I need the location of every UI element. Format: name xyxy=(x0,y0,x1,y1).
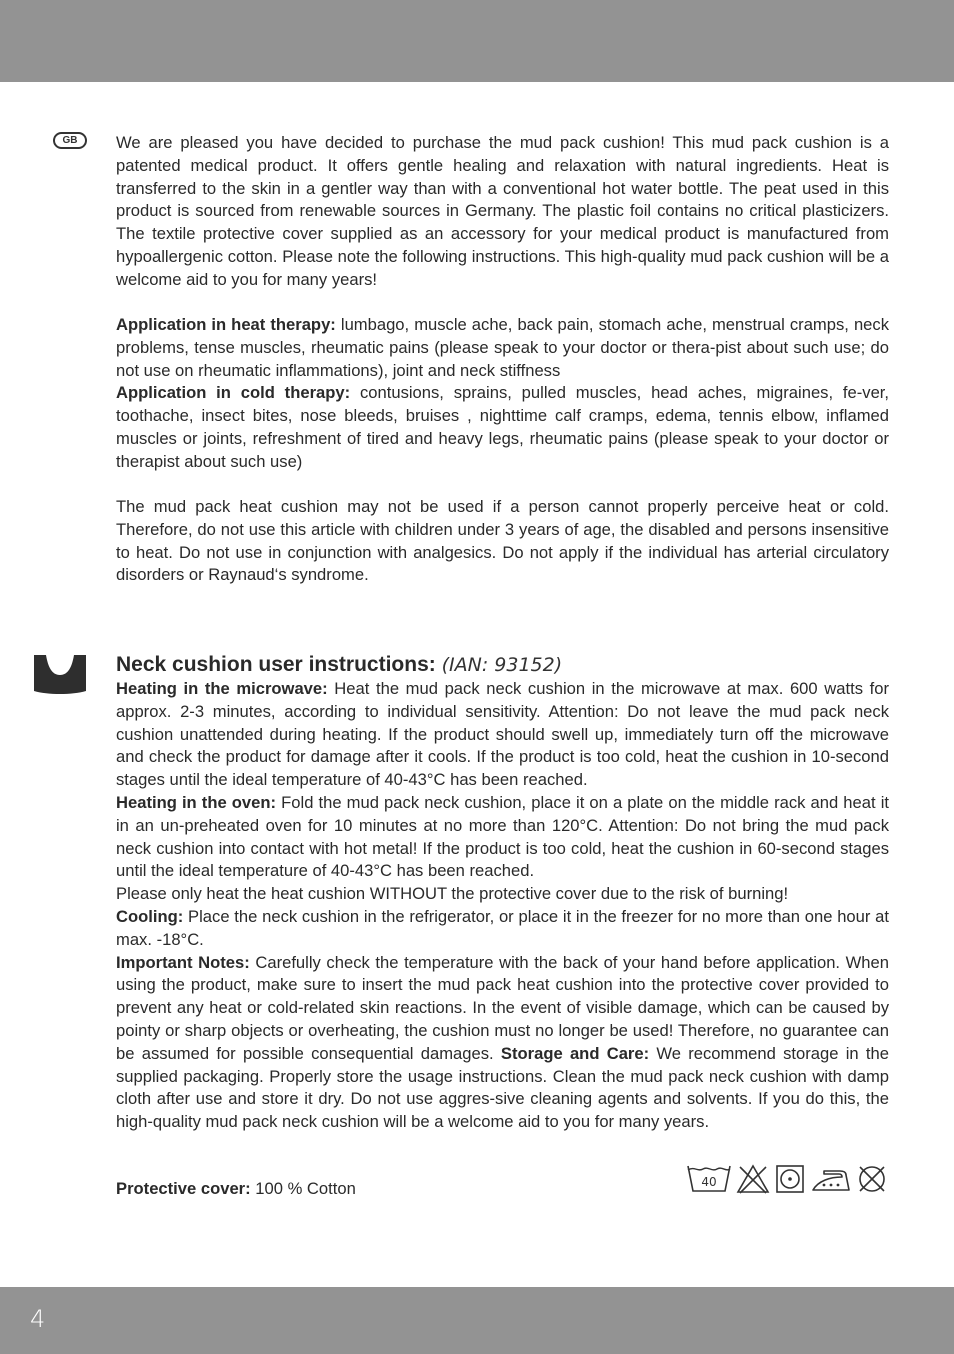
intro-section xyxy=(116,132,889,292)
warning-text: The mud pack heat cushion may not be used if a person cannot properly perceive heat or cold. Therefore, do not use this article with children under 3 years of age, the disabled and persons insensitive to heat. Do not use in conjunction with analgesics. Do not apply if the individual has arterial circulatory disorders or Raynaud‘s syndrome. xyxy=(116,497,889,585)
microwave-label: Heating in the microwave: xyxy=(116,679,328,698)
oven-text: Fold the mud pack neck cushion, place it on a plate on the middle rack and heat it in an un-preheated oven for 10 minutes at no more than 120°C. Attention: Do not bring the mud pack neck cushion into contact with hot metal! If the product is too cold, heat the cushion in 60-second stages until the ideal temperature of 40-43°C has been reached. xyxy=(116,792,889,881)
storage-text: We recommend storage in the supplied packaging. Properly store the usage instructions. Clean the mud pack neck cushion with damp cloth after use and store it dry. Do not use aggres-sive cleaning agents and solvents. If you do this, the high-quality mud pack neck cushion will be a welcome aid to you for many years. xyxy=(116,1043,889,1132)
notes-label: Important Notes: xyxy=(116,952,250,972)
oven-label: Heating in the oven: xyxy=(116,792,277,812)
ian-number: (IAN: 93152) xyxy=(441,654,563,676)
heat-therapy-paragraph xyxy=(116,314,889,382)
applications-section xyxy=(116,314,889,474)
cold-therapy-label: Application in cold therapy: xyxy=(116,383,351,403)
footer-bar xyxy=(0,1287,954,1354)
heat-therapy-text: lumbago, muscle ache, back pain, stomach ache, menstrual cramps, neck problems, tense muscles, rheumatic pains (please speak to your doctor or thera-pist about such use; do not use on rheumatic inflammations), joint and neck stiffness xyxy=(116,315,889,380)
notes-text: Carefully check the temperature with the back of your hand before application. When using the product, make sure to insert the mud pack heat cushion into the protective cover provided to prevent any heat or cold-related skin reactions. In the event of visible damage, which can be caused by pointy or sharp objects or overheating, the cushion must no longer be used! Therefore, no guarantee can be assumed for possible consequential damages. xyxy=(116,952,889,1063)
cover-warning: Please only heat the heat cushion WITHOUT the protective cover due to the risk of burning! xyxy=(116,884,789,904)
intro-text: We are pleased you have decided to purchase the mud pack cushion! This mud pack cushion is a patented medical product. It offers gentle healing and relaxation with natural ingredients. Heat is transferred to the skin in a gentler way than with a conventional hot water bottle. The peat used in this product is sourced from renewable sources in Germany. The plastic foil contains no critical plasticizers. The textile protective cover supplied as an accessory for your medical product is manufactured from hypoallergenic cotton. Please note the following instructions. This high-quality mud pack cushion will be a welcome aid to you for many years! xyxy=(116,133,889,289)
protective-cover-line xyxy=(116,1178,356,1201)
neck-title: Neck cushion user instructions: xyxy=(116,653,436,676)
care-symbols xyxy=(686,1163,888,1195)
cold-therapy-text: contusions, sprains, pulled muscles, head aches, migraines, fe-ver, toothache, insect bites, nose bleeds, bruises , nighttime calf cramps, edema, tennis elbow, inflamed muscles or joints, refreshment of tired and heavy legs, rheumatic pains (please speak to your doctor or therapist about such use) xyxy=(116,383,890,471)
cooling-label: Cooling: xyxy=(116,906,184,926)
microwave-text: Heat the mud pack neck cushion in the microwave at max. 600 watts for approx. 2-3 minutes, according to individual sensitivity. Attention: Do not leave the mud pack neck cushion unattended during heating. If the product should swell up, immediately turn off the microwave and check the product for damage after it cools. If the product is too cold, heat the cushion in 10-second stages until the ideal temperature of 40-43°C has been reached. xyxy=(116,679,889,790)
iron-icon xyxy=(810,1163,852,1195)
header-bar xyxy=(0,0,954,82)
warning-section xyxy=(116,496,889,587)
storage-label: Storage and Care: xyxy=(500,1043,650,1063)
cooling-text: Place the neck cushion in the refrigerator, or place it in the freezer for no more than one hour at max. -18°C. xyxy=(116,906,889,949)
notes-paragraph xyxy=(116,952,889,1134)
tumble-dry-icon xyxy=(774,1163,806,1195)
neck-instructions-section xyxy=(116,652,889,1134)
no-dry-clean-icon xyxy=(856,1163,888,1195)
cooling-paragraph xyxy=(116,906,889,952)
neck-heading xyxy=(116,652,889,678)
wash-40-icon xyxy=(686,1163,732,1195)
cover-label: Protective cover: xyxy=(116,1179,251,1198)
cold-therapy-paragraph xyxy=(116,382,889,473)
neck-cushion-icon xyxy=(32,653,88,695)
microwave-paragraph xyxy=(116,678,889,792)
page-number: 4 xyxy=(30,1305,46,1333)
language-badge: GB xyxy=(53,132,87,149)
cover-value: 100 % Cotton xyxy=(250,1179,356,1198)
no-bleach-icon xyxy=(736,1163,770,1195)
oven-paragraph xyxy=(116,792,889,883)
heat-therapy-label: Application in heat therapy: xyxy=(116,315,336,334)
wash-temp-label: 40 xyxy=(701,1175,717,1189)
